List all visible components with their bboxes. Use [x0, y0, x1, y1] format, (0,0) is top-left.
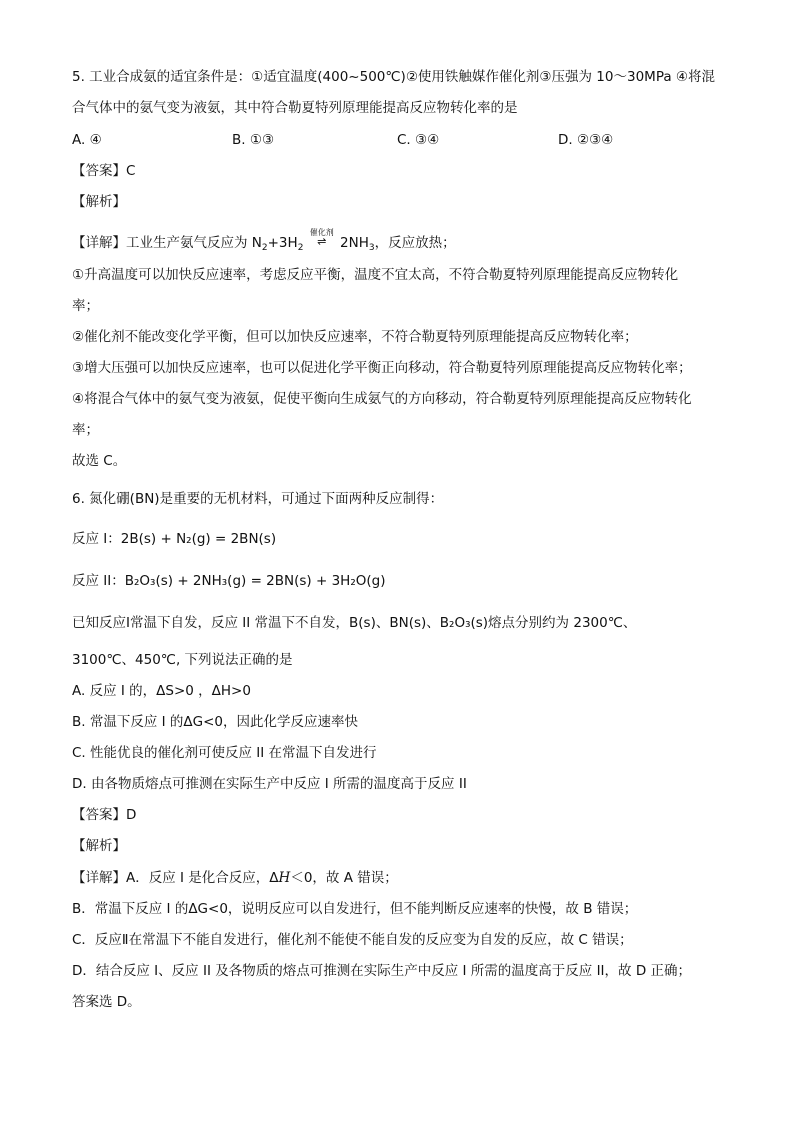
q5-detail-equation	[72, 228, 456, 252]
equilibrium-arrow-icon: ⇌	[317, 235, 327, 248]
q5-detail-suffix: ，反应放热；	[374, 235, 456, 251]
q6-detail-a-prefix: 【详解】A．反应 I 是化合反应，Δ	[72, 870, 279, 886]
q5-n2-subscript: 2	[261, 243, 268, 253]
q5-analysis-label: 【解析】	[72, 194, 126, 210]
q6-analysis-label: 【解析】	[72, 838, 126, 854]
q5-nh3-subscript: 3	[368, 243, 375, 253]
q6-detail-b: B．常温下反应 I 的ΔG<0，说明反应可以自发进行，但不能判断反应速率的快慢，故 B 错误；	[72, 901, 638, 917]
q6-known-line2: 3100℃、450℃, 下列说法正确的是	[72, 652, 293, 668]
q5-point4-line2: 率；	[72, 422, 99, 438]
q5-stem-line1: 5. 工业合成氨的适宜条件是：①适宜温度(400~500℃)②使用铁触媒作催化剂③压强为 10～30MPa ④将混	[72, 69, 716, 85]
q5-conclusion: 故选 C。	[72, 453, 127, 469]
q6-reaction2: 反应 II：B₂O₃(s) + 2NH₃(g) = 2BN(s) + 3H₂O(g)	[72, 573, 386, 589]
q6-option-d: D. 由各物质熔点可推测在实际生产中反应 I 所需的温度高于反应 II	[72, 776, 467, 792]
q6-answer: 【答案】D	[72, 807, 137, 823]
q5-detail-plus: +3H	[267, 235, 298, 251]
q6-option-a: A. 反应 I 的，ΔS>0 ，ΔH>0	[72, 683, 251, 699]
q5-option-a: A. ④	[72, 132, 102, 148]
q5-point2: ②催化剂不能改变化学平衡，但可以加快反应速率，不符合勒夏特列原理能提高反应物转化率；	[72, 329, 638, 345]
q6-detail-c: C．反应Ⅱ在常温下不能自发进行，催化剂不能使不能自发的反应变为自发的反应，故 C 错误；	[72, 932, 633, 948]
q6-detail-d: D．结合反应 I、反应 II 及各物质的熔点可推测在实际生产中反应 I 所需的温度高于反应 II，故 D 正确；	[72, 963, 692, 979]
q6-detail-a-h: H	[278, 870, 291, 886]
q5-option-d: D. ②③④	[558, 132, 614, 148]
q5-answer: 【答案】C	[72, 163, 136, 179]
q5-stem-line2: 合气体中的氨气变为液氨，其中符合勒夏特列原理能提高反应物转化率的是	[72, 100, 518, 116]
q5-option-b: B. ①③	[232, 132, 275, 148]
q5-h2-subscript: 2	[297, 243, 304, 253]
q6-reaction1: 反应 I：2B(s) + N₂(g) = 2BN(s)	[72, 531, 277, 547]
q5-point3: ③增大压强可以加快反应速率，也可以促进化学平衡正向移动，符合勒夏特列原理能提高反应物转化率；	[72, 360, 692, 376]
q5-option-c: C. ③④	[397, 132, 440, 148]
catalyst-label: 催化剂	[309, 228, 334, 237]
q5-point1-line2: 率；	[72, 298, 99, 314]
q6-detail-a	[72, 869, 398, 887]
q6-option-c: C. 性能优良的催化剂可使反应 II 在常温下自发进行	[72, 745, 377, 761]
q6-option-b: B. 常温下反应 I 的ΔG<0，因此化学反应速率快	[72, 714, 359, 730]
q5-detail-nh3: 2NH	[340, 235, 369, 251]
q6-detail-a-suffix: ＜0，故 A 错误；	[290, 870, 398, 886]
q6-known-line1: 已知反应I常温下自发，反应 II 常温下不自发，B(s)、BN(s)、B₂O₃(s)熔点分别约为 2300℃、	[72, 615, 637, 631]
q6-stem: 6. 氮化硼(BN)是重要的无机材料，可通过下面两种反应制得：	[72, 491, 444, 507]
q5-point1-line1: ①升高温度可以加快反应速率，考虑反应平衡，温度不宜太高，不符合勒夏特列原理能提高反应物转化	[72, 267, 679, 283]
q5-detail-prefix: 【详解】工业生产氨气反应为 N	[72, 235, 262, 251]
q6-conclusion: 答案选 D。	[72, 994, 141, 1010]
q5-point4-line1: ④将混合气体中的氨气变为液氨，促使平衡向生成氨气的方向移动，符合勒夏特列原理能提高反应物转化	[72, 391, 692, 407]
equilibrium-arrow	[310, 228, 334, 246]
